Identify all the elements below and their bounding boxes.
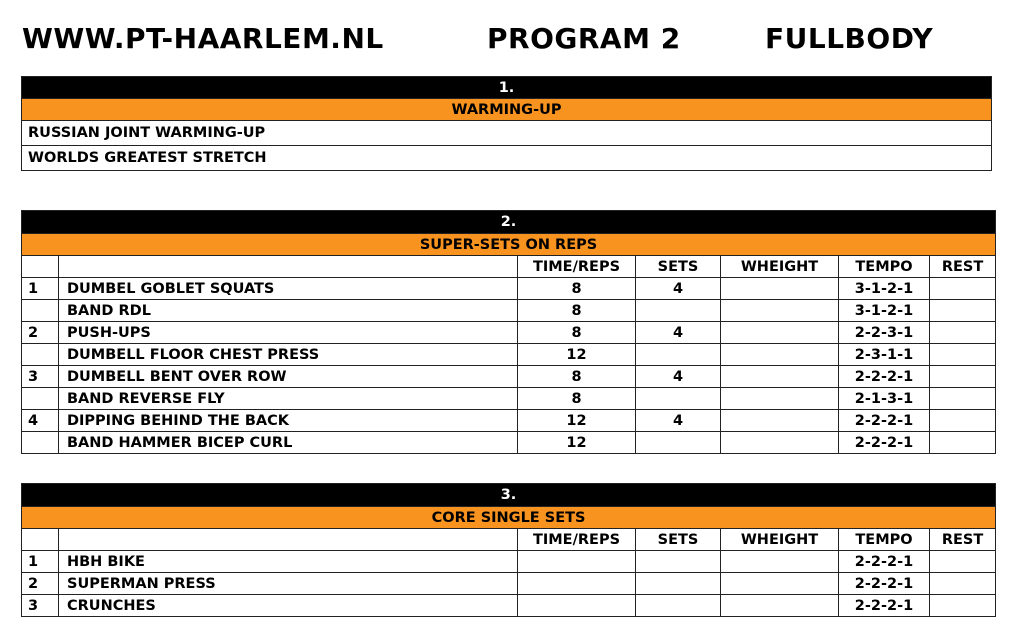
- tempo-value: 2-3-1-1: [839, 344, 930, 366]
- section-title: CORE SINGLE SETS: [22, 507, 996, 529]
- reps-value: 8: [518, 322, 636, 344]
- exercise-name: DUMBEL GOBLET SQUATS: [59, 278, 518, 300]
- tempo-value: 2-2-2-1: [839, 595, 930, 617]
- core-single-sets-table: [21, 483, 996, 617]
- group-number: 3: [22, 366, 59, 388]
- section-number: 1.: [22, 77, 992, 99]
- reps-value: 12: [518, 432, 636, 454]
- tempo-value: 2-2-3-1: [839, 322, 930, 344]
- tempo-value: 2-2-2-1: [839, 366, 930, 388]
- site-title: WWW.PT-HAARLEM.NL: [22, 22, 384, 55]
- section-title: SUPER-SETS ON REPS: [22, 234, 996, 256]
- group-number: 4: [22, 410, 59, 432]
- table-row: [22, 300, 996, 322]
- tempo-value: 2-2-2-1: [839, 432, 930, 454]
- page-header: [0, 22, 1024, 62]
- exercise-name: DIPPING BEHIND THE BACK: [59, 410, 518, 432]
- sets-value: 4: [636, 410, 721, 432]
- tempo-value: 2-1-3-1: [839, 388, 930, 410]
- section-title: WARMING-UP: [22, 99, 992, 121]
- super-sets-table: [21, 210, 996, 454]
- section-number: 2.: [22, 211, 996, 234]
- program-label: PROGRAM 2: [487, 22, 681, 55]
- col-weight: WHEIGHT: [721, 256, 839, 278]
- tempo-value: 3-1-2-1: [839, 300, 930, 322]
- table-row: [22, 344, 996, 366]
- exercise-name: BAND REVERSE FLY: [59, 388, 518, 410]
- row-number: 1: [22, 551, 59, 573]
- tempo-value: 3-1-2-1: [839, 278, 930, 300]
- warming-up-table: [21, 76, 992, 171]
- exercise-name: DUMBELL BENT OVER ROW: [59, 366, 518, 388]
- col-sets: SETS: [636, 256, 721, 278]
- exercise-name: DUMBELL FLOOR CHEST PRESS: [59, 344, 518, 366]
- col-rest: REST: [930, 256, 996, 278]
- col-tempo: TEMPO: [839, 256, 930, 278]
- table-header-row: [22, 256, 996, 278]
- table-row: [22, 322, 996, 344]
- exercise-name: BAND HAMMER BICEP CURL: [59, 432, 518, 454]
- col-time-reps: TIME/REPS: [518, 529, 636, 551]
- list-item: RUSSIAN JOINT WARMING-UP: [22, 121, 992, 146]
- col-rest: REST: [930, 529, 996, 551]
- tempo-value: 2-2-2-1: [839, 551, 930, 573]
- col-sets: SETS: [636, 529, 721, 551]
- col-weight: WHEIGHT: [721, 529, 839, 551]
- list-item: WORLDS GREATEST STRETCH: [22, 146, 992, 171]
- table-header-row: [22, 529, 996, 551]
- col-time-reps: TIME/REPS: [518, 256, 636, 278]
- table-row: [22, 432, 996, 454]
- col-tempo: TEMPO: [839, 529, 930, 551]
- program-type: FULLBODY: [765, 22, 934, 55]
- row-number: 2: [22, 573, 59, 595]
- exercise-name: BAND RDL: [59, 300, 518, 322]
- reps-value: 8: [518, 278, 636, 300]
- group-number: 2: [22, 322, 59, 344]
- table-row: [22, 551, 996, 573]
- tempo-value: 2-2-2-1: [839, 573, 930, 595]
- reps-value: 12: [518, 344, 636, 366]
- reps-value: 12: [518, 410, 636, 432]
- sets-value: 4: [636, 366, 721, 388]
- table-row: [22, 573, 996, 595]
- sets-value: 4: [636, 278, 721, 300]
- reps-value: 8: [518, 300, 636, 322]
- table-row: [22, 278, 996, 300]
- section-number: 3.: [22, 484, 996, 507]
- table-row: [22, 410, 996, 432]
- exercise-name: PUSH-UPS: [59, 322, 518, 344]
- reps-value: 8: [518, 388, 636, 410]
- exercise-name: SUPERMAN PRESS: [59, 573, 518, 595]
- group-number: 1: [22, 278, 59, 300]
- exercise-name: HBH BIKE: [59, 551, 518, 573]
- tempo-value: 2-2-2-1: [839, 410, 930, 432]
- reps-value: 8: [518, 366, 636, 388]
- table-row: [22, 595, 996, 617]
- row-number: 3: [22, 595, 59, 617]
- exercise-name: CRUNCHES: [59, 595, 518, 617]
- table-row: [22, 366, 996, 388]
- table-row: [22, 388, 996, 410]
- sets-value: 4: [636, 322, 721, 344]
